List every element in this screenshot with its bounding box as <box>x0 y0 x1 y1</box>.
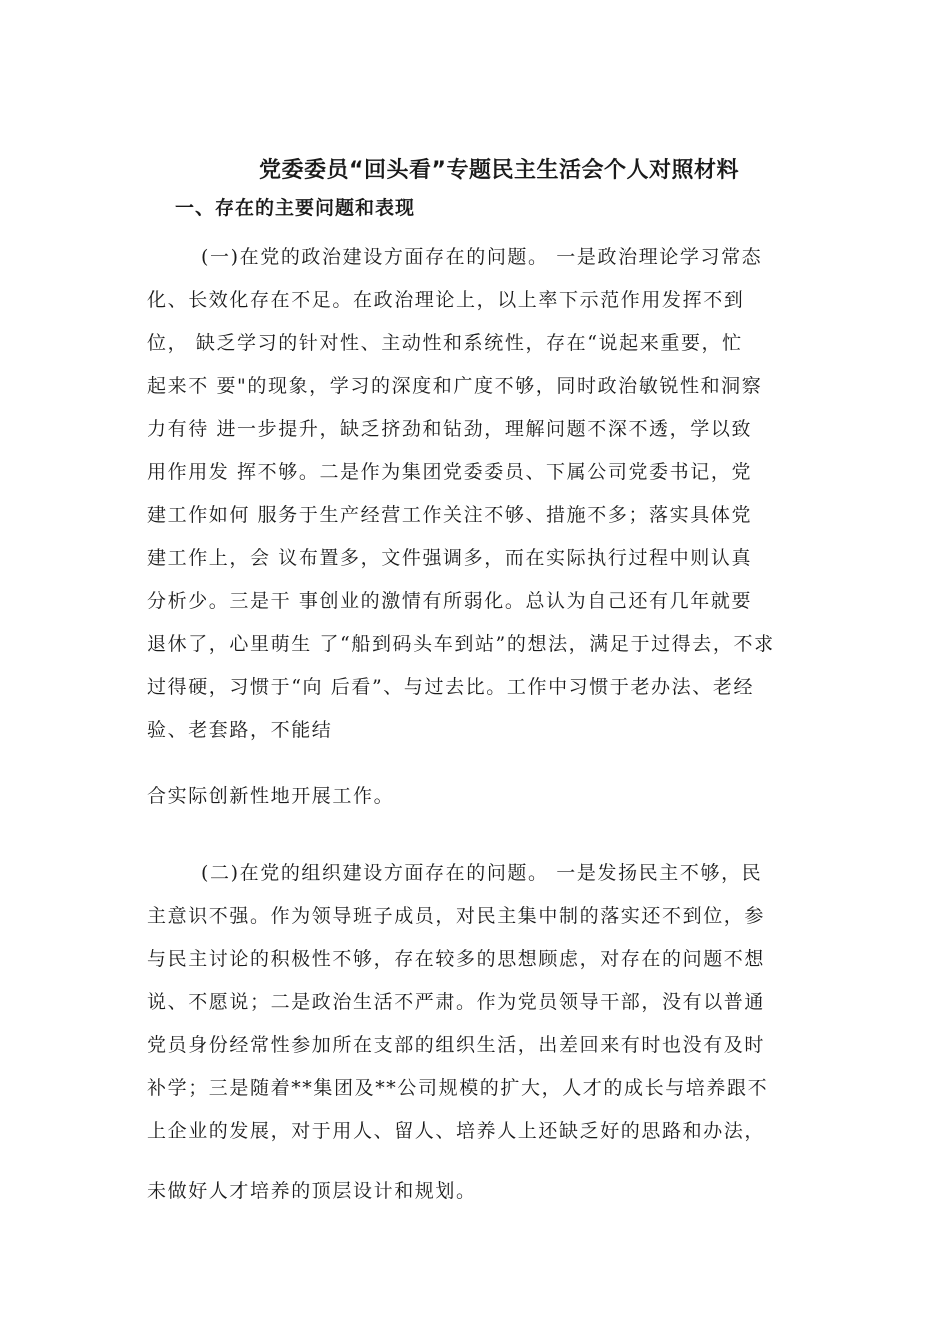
paragraph-2-line: 党员身份经常性参加所在支部的组织生活，出差回来有时也没有及时 <box>147 1034 766 1056</box>
paragraph-1-line: 位， 缺乏学习的针对性、主动性和系统性，存在“说起来重要，忙 <box>147 332 743 354</box>
paragraph-1-line: (一)在党的政治建设方面存在的问题。 一是政治理论学习常态 <box>201 246 763 268</box>
paragraph-1-line: 用作用发 挥不够。二是作为集团党委委员、下属公司党委书记，党 <box>147 461 753 483</box>
paragraph-1-line: 分析少。三是干 事创业的激情有所弱化。总认为自己还有几年就要 <box>147 590 753 612</box>
paragraph-1-tail <box>147 775 812 818</box>
paragraph-2-tail-line: 未做好人才培养的顶层设计和规划。 <box>147 1180 477 1202</box>
paragraph-1-line: 建工作如何 服务于生产经营工作关注不够、措施不多；落实具体党 <box>147 504 753 526</box>
paragraph-2-line: 与民主讨论的积极性不够，存在较多的思想顾虑，对存在的问题不想 <box>147 948 766 970</box>
paragraph-1-line: 退休了，心里萌生 了“船到码头车到站”的想法，满足于过得去，不求 <box>147 633 775 655</box>
paragraph-2-line: 上企业的发展，对于用人、留人、培养人上还缺乏好的思路和办法， <box>147 1120 766 1142</box>
document-title: 党委委员“回头看”专题民主生活会个人对照材料 <box>259 158 739 183</box>
paragraph-1 <box>147 236 812 752</box>
paragraph-1-tail-line: 合实际创新性地开展工作。 <box>147 785 395 807</box>
paragraph-2 <box>147 852 812 1153</box>
paragraph-1-line: 验、老套路，不能结 <box>147 719 333 741</box>
paragraph-2-line: 说、不愿说；二是政治生活不严肃。作为党员领导干部，没有以普通 <box>147 991 766 1013</box>
paragraph-2-tail <box>147 1170 812 1213</box>
paragraph-1-line: 过得硬，习惯于“向 后看”、与过去比。工作中习惯于老办法、老经 <box>147 676 755 698</box>
paragraph-1-line: 化、长效化存在不足。在政治理论上，以上率下示范作用发挥不到 <box>147 289 745 311</box>
paragraph-2-line: 补学；三是随着**集团及**公司规模的扩大，人才的成长与培养跟不 <box>147 1077 769 1099</box>
paragraph-2-line: (二)在党的组织建设方面存在的问题。 一是发扬民主不够，民 <box>201 862 763 884</box>
paragraph-1-line: 建工作上，会 议布置多，文件强调多，而在实际执行过程中则认真 <box>147 547 753 569</box>
paragraph-2-line: 主意识不强。作为领导班子成员，对民主集中制的落实还不到位，参 <box>147 905 766 927</box>
paragraph-1-line: 力有待 进一步提升，缺乏挤劲和钻劲，理解问题不深不透，学以致 <box>147 418 753 440</box>
section-heading: 一、存在的主要问题和表现 <box>175 197 416 219</box>
paragraph-1-line: 起来不 要"的现象，学习的深度和广度不够，同时政治敏锐性和洞察 <box>147 375 763 397</box>
